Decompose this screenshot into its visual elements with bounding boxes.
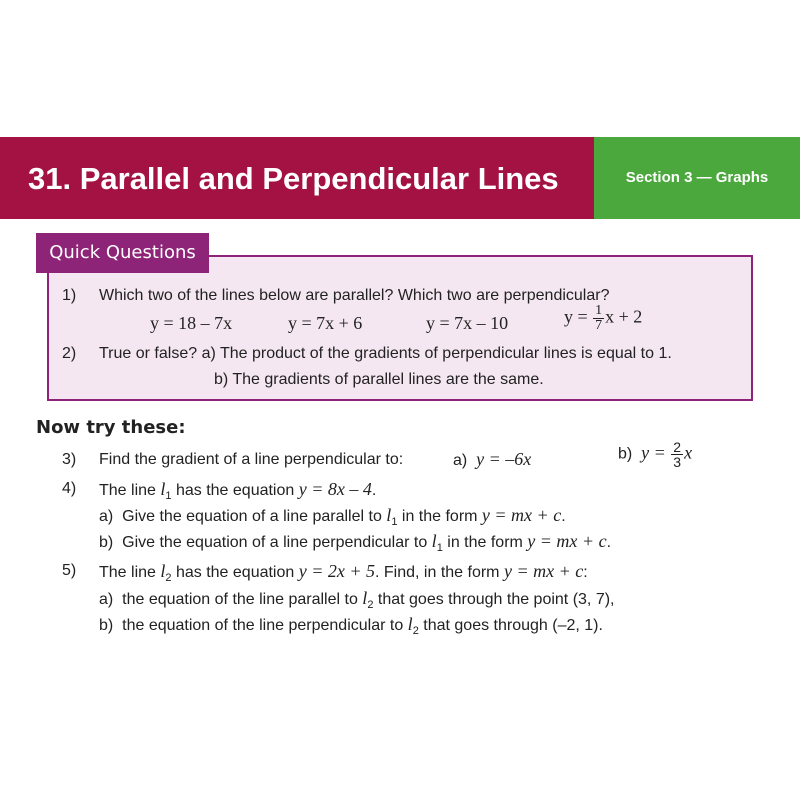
q4-a-pre: Give the equation of a line parallel to	[122, 508, 387, 525]
section-label: Section 3 — Graphs	[625, 169, 769, 186]
q4-end: .	[371, 482, 377, 499]
q1-eq4	[564, 304, 642, 333]
q2-number: 2)	[62, 345, 77, 362]
q2-text-a: True or false? a) The product of the gradients of perpendicular lines is equal to 1.	[99, 345, 672, 362]
q4-b-mid: in the form	[442, 534, 528, 551]
q5-text	[99, 561, 588, 584]
q3-b-label: b)	[618, 445, 633, 463]
q5-b-label: b)	[99, 617, 114, 634]
q3-b-fraction	[671, 440, 683, 469]
q4-line-name: l	[160, 479, 166, 499]
q4-b-end: .	[606, 534, 612, 551]
q4-part-b	[99, 531, 611, 554]
q4-b-form: y = mx + c	[527, 531, 607, 551]
q3-b-numerator: 2	[673, 439, 682, 455]
q3-b-prefix: y =	[641, 442, 671, 463]
header-banner	[0, 137, 800, 219]
q4-number: 4)	[62, 480, 77, 497]
q4-b-line-name: l	[431, 531, 437, 551]
q5-part-b	[99, 614, 603, 637]
q4-a-form: y = mx + c	[481, 505, 562, 525]
q4-a-end: .	[561, 508, 566, 525]
q4-equation: y = 8x – 4	[298, 479, 372, 499]
q3-number: 3)	[62, 451, 77, 468]
q5-equation: y = 2x + 5	[298, 561, 376, 581]
q5-b-line-name: l	[407, 614, 413, 634]
q1-eq4-prefix: y =	[564, 306, 593, 327]
q1-eq4-numerator: 1	[595, 303, 603, 318]
q5-b-pre: the equation of the line perpendicular to	[122, 617, 408, 634]
q5-end: :	[583, 564, 588, 581]
q3-part-a	[453, 449, 531, 470]
q5-part-a	[99, 588, 614, 611]
q5-a-subscript: 2	[367, 599, 374, 611]
q3-b-suffix: x	[684, 442, 693, 463]
q5-number: 5)	[62, 562, 77, 579]
q5-a-post: that goes through the point (3, 7),	[373, 591, 615, 608]
q1-text: Which two of the lines below are parallel? Which two are perpendicular?	[99, 287, 610, 304]
q4-subscript: 1	[165, 490, 172, 502]
q5-subscript: 2	[165, 572, 172, 584]
q4-text	[99, 479, 376, 502]
q4-a-label: a)	[99, 508, 114, 525]
q4-b-pre: Give the equation of a line perpendicular to	[122, 534, 432, 551]
q4-b-subscript: 1	[436, 542, 443, 554]
q3-b-denominator: 3	[673, 454, 682, 470]
q1-eq1: y = 18 – 7x	[150, 313, 233, 333]
q1-eq3: y = 7x – 10	[426, 313, 509, 333]
now-try-heading: Now try these:	[36, 417, 186, 438]
page-title: 31. Parallel and Perpendicular Lines	[28, 161, 559, 196]
q4-part-a	[99, 505, 566, 528]
q5-a-line-name: l	[362, 588, 368, 608]
q4-a-subscript: 1	[391, 516, 398, 528]
q3-part-b	[618, 440, 692, 469]
q4-a-mid: in the form	[397, 508, 482, 525]
q3-a-equation: y = –6x	[476, 449, 532, 469]
q3-text: Find the gradient of a line perpendicular to:	[99, 451, 404, 468]
q1-eq4-suffix: x + 2	[605, 306, 643, 327]
q5-mid: . Find, in the form	[375, 564, 504, 581]
q3-a-label: a)	[453, 452, 468, 469]
q4-b-label: b)	[99, 534, 114, 551]
quick-questions-tab: Quick Questions	[36, 233, 209, 273]
q2-text-b: b) The gradients of parallel lines are the same.	[214, 371, 544, 388]
q1-eq2: y = 7x + 6	[288, 313, 363, 333]
q1-eq4-denominator: 7	[595, 318, 603, 333]
q5-post: has the equation	[171, 564, 299, 581]
q4-a-line-name: l	[386, 505, 392, 525]
q5-b-post: that goes through (–2, 1).	[418, 617, 603, 634]
q4-pre: The line	[99, 482, 161, 499]
q5-form: y = mx + c	[503, 561, 584, 581]
title-bar	[0, 137, 594, 219]
q4-post: has the equation	[171, 482, 299, 499]
q1-number: 1)	[62, 287, 77, 304]
section-tag	[594, 137, 800, 219]
q5-b-subscript: 2	[412, 625, 419, 637]
q1-eq4-fraction	[593, 304, 604, 333]
q5-line-name: l	[160, 561, 166, 581]
q5-a-label: a)	[99, 591, 114, 608]
q5-pre: The line	[99, 564, 161, 581]
q5-a-pre: the equation of the line parallel to	[122, 591, 363, 608]
